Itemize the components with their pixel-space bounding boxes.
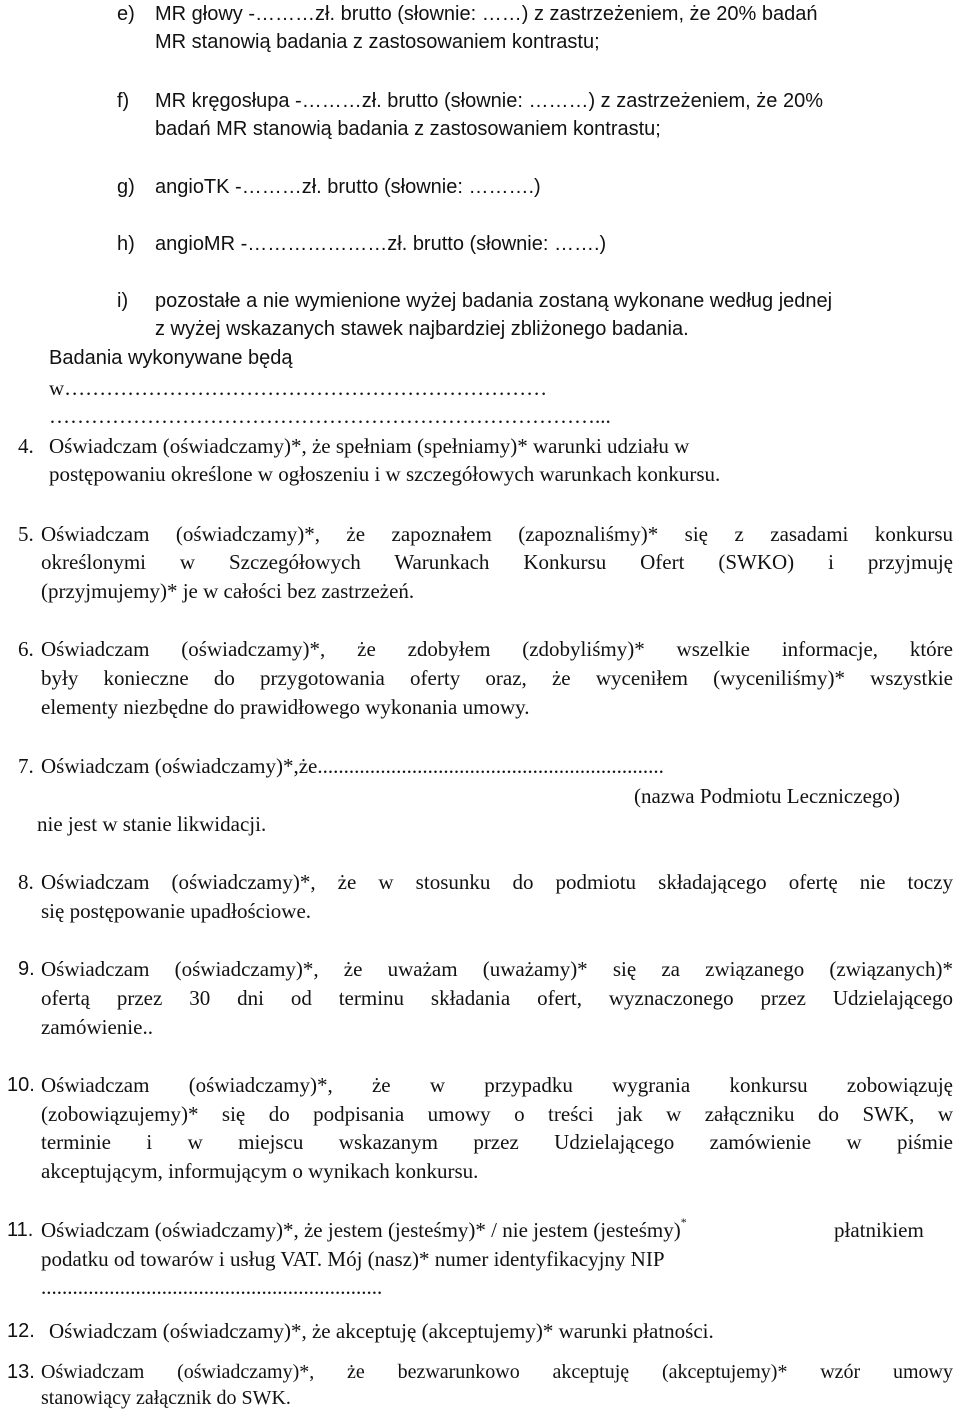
sub-item-marker: i) (117, 290, 129, 312)
item-number: 10. (7, 1074, 35, 1096)
item-line: Oświadczam (oświadczamy)*,że.................................................................. (41, 754, 664, 778)
item-line: postępowaniu określone w ogłoszeniu i w szczegółowych warunkach konkursu. (49, 462, 721, 486)
sub-item-line: badań MR stanowią badania z zastosowaniem kontrastu; (155, 118, 661, 140)
sub-item-marker: e) (117, 3, 135, 25)
item-line: Oświadczam (oświadczamy)*, że jestem (jesteśmy)* / nie jestem (jesteśmy)* (41, 1215, 687, 1242)
item-line: terminie i w miejscu wskazanym przez Udzielającego zamówienie w piśmie (41, 1130, 953, 1154)
item-line: były konieczne do przygotowania oferty oraz, że wyceniłem (wyceniliśmy)* wszystkie (41, 666, 953, 690)
item-number: 11. (7, 1219, 34, 1241)
sub-item-marker: g) (117, 176, 135, 198)
item-number: 4. (18, 434, 34, 458)
item-line: akceptującym, informującym o wynikach konkursu. (41, 1159, 479, 1183)
item-line: Oświadczam (oświadczamy)*, że spełniam (spełniamy)* warunki udziału w (49, 434, 690, 458)
badania-fill-line: ……………………………………………………………………... (49, 404, 611, 428)
item-line: stanowiący załącznik do SWK. (41, 1387, 291, 1409)
item-line: Oświadczam (oświadczamy)*, że uważam (uważamy)* się za związanego (związanych)* (41, 957, 953, 981)
item-line: się postępowanie upadłościowe. (41, 899, 312, 923)
sub-item-line: MR głowy -………zł. brutto (słownie: ……) z zastrzeżeniem, że 20% badań (155, 3, 818, 25)
item-number: 6. (18, 637, 34, 661)
item-number: 9. (18, 958, 35, 980)
item-line: (zobowiązujemy)* się do podpisania umowy o treści jak w załączniku do SWK, w (41, 1102, 953, 1126)
badania-fill-line: w…………………………………………………………… (49, 376, 548, 400)
footnote-asterisk: * (680, 1215, 687, 1229)
item-line: (nazwa Podmiotu Leczniczego) (634, 784, 900, 808)
item-line: określonymi w Szczegółowych Warunkach Konkursu Ofert (SWKO) i przyjmuję (41, 550, 953, 574)
sub-item-line: z wyżej wskazanych stawek najbardziej zbliżonego badania. (155, 318, 689, 340)
item-line: Oświadczam (oświadczamy)*, że zdobyłem (zdobyliśmy)* wszelkie informacje, które (41, 637, 953, 661)
sub-item-line: MR kręgosłupa -………zł. brutto (słownie: ………) z zastrzeżeniem, że 20% (155, 90, 823, 112)
item-line: elementy niezbędne do prawidłowego wykonania umowy. (41, 695, 530, 719)
item-line: zamówienie.. (41, 1015, 153, 1039)
item-line: nie jest w stanie likwidacji. (37, 812, 267, 836)
item-number: 13. (7, 1361, 35, 1383)
sub-item-marker: f) (117, 90, 130, 112)
item-number: 8. (18, 870, 34, 894)
sub-item-line: MR stanowią badania z zastosowaniem kontrastu; (155, 31, 600, 53)
badania-label: Badania wykonywane będą (49, 347, 293, 369)
item-line: płatnikiem (834, 1218, 924, 1242)
item-line: Oświadczam (oświadczamy)*, że w przypadku wygrania konkursu zobowiązuję (41, 1073, 953, 1097)
item-line: ofertą przez 30 dni od terminu składania ofert, wyznaczonego przez Udzielającego (41, 986, 953, 1010)
sub-item-line: pozostałe a nie wymienione wyżej badania zostaną wykonane według jednej (155, 290, 833, 312)
item-line: Oświadczam (oświadczamy)*, że w stosunku do podmiotu składającego ofertę nie toczy (41, 870, 953, 894)
item-number: 5. (18, 522, 34, 546)
sub-item-marker: h) (117, 233, 135, 255)
item-line: ................................................................. (41, 1275, 383, 1299)
item-number: 12. (7, 1320, 35, 1342)
item-line: (przyjmujemy)* je w całości bez zastrzeżeń. (41, 579, 415, 603)
item-line: Oświadczam (oświadczamy)*, że akceptuję (akceptujemy)* warunki płatności. (49, 1319, 714, 1343)
sub-item-line: angioMR -…………………zł. brutto (słownie: …….) (155, 233, 607, 255)
item-line: Oświadczam (oświadczamy)*, że zapoznałem (zapoznaliśmy)* się z zasadami konkursu (41, 522, 953, 546)
item-line: podatku od towarów i usług VAT. Mój (nasz)* numer identyfikacyjny NIP (41, 1247, 665, 1271)
sub-item-line: angioTK -………zł. brutto (słownie: ……….) (155, 176, 541, 198)
item-line: Oświadczam (oświadczamy)*, że bezwarunkowo akceptuję (akceptujemy)* wzór umowy (41, 1361, 953, 1383)
item-number: 7. (18, 754, 34, 778)
